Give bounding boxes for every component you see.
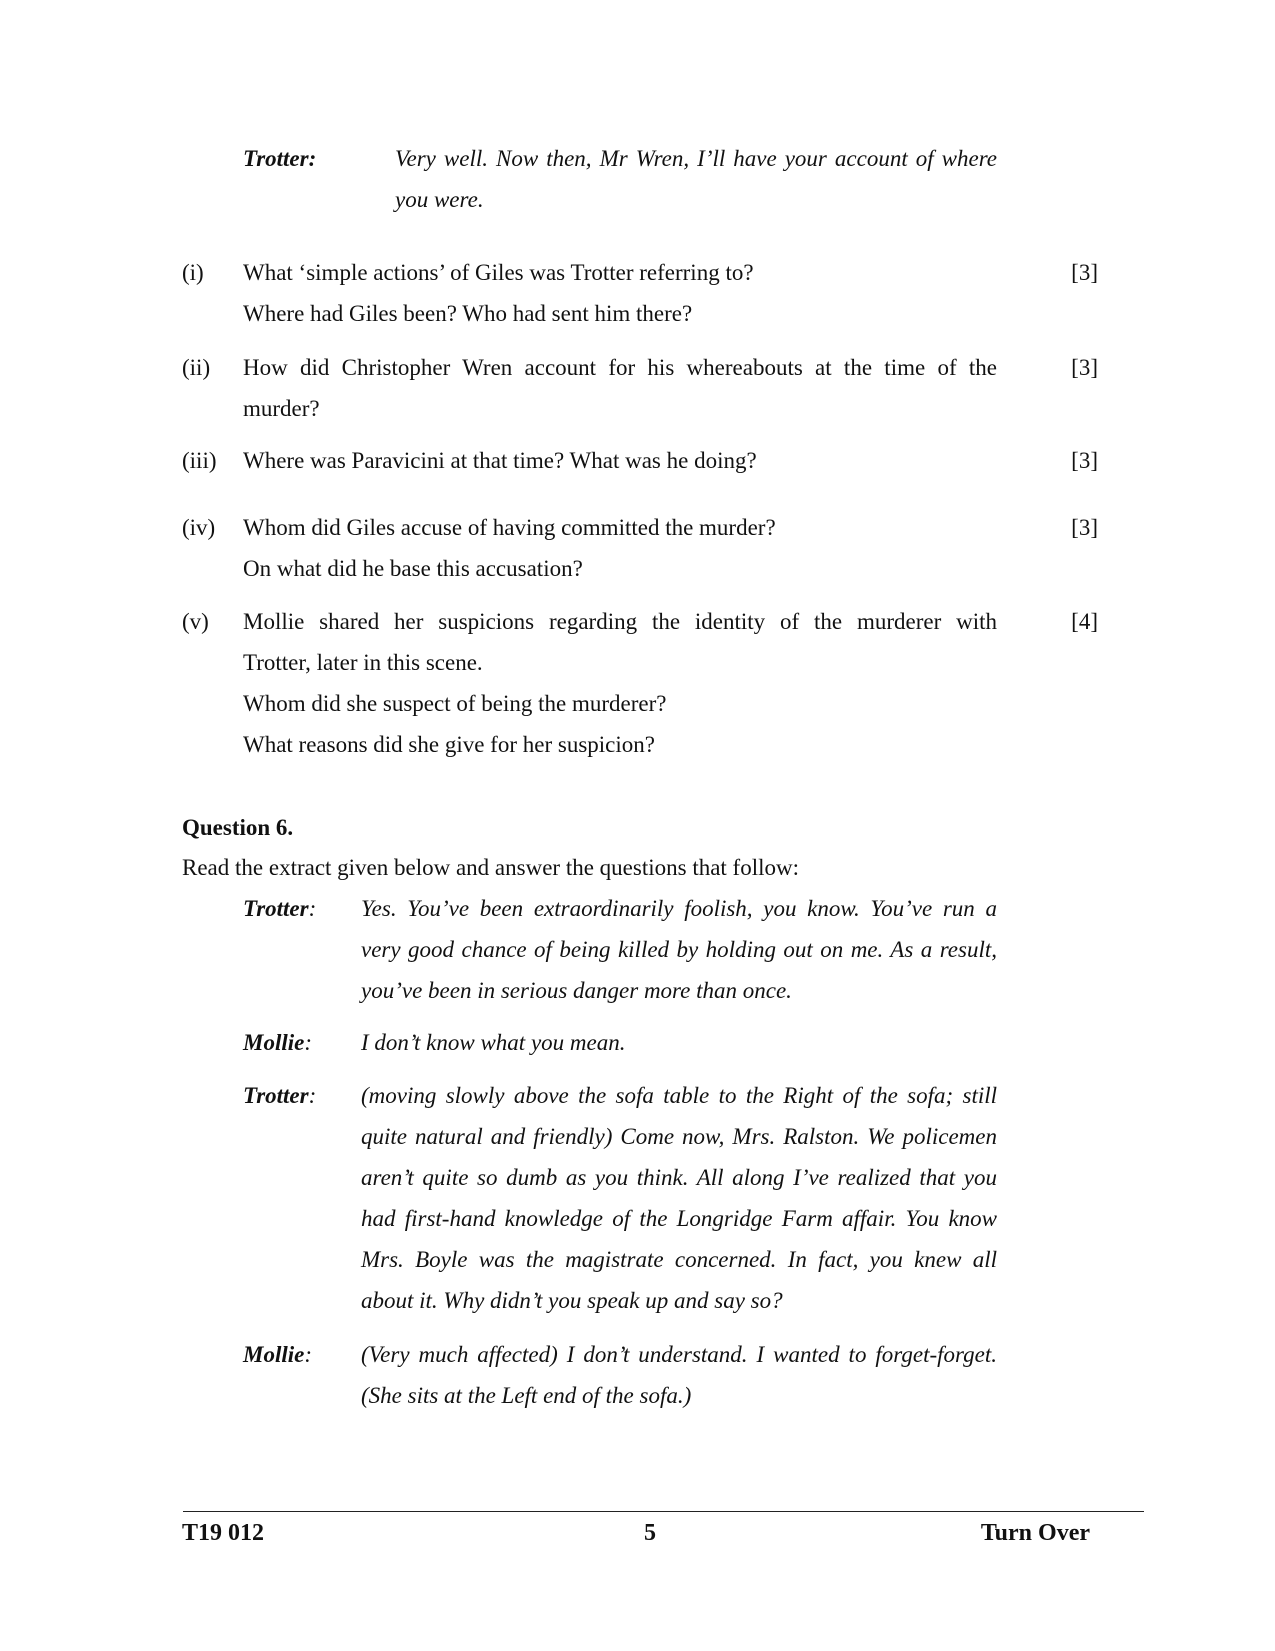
paper-code: T19 012 — [182, 1520, 265, 1546]
dialogue-speaker — [243, 1022, 312, 1063]
dialogue-speech — [361, 888, 997, 1011]
dialogue-speaker — [243, 1334, 312, 1375]
speaker-colon: : — [304, 1030, 313, 1055]
speech-line: you’ve been in serious danger more than once. — [361, 978, 792, 1003]
dialogue-speech — [361, 1334, 997, 1416]
marks-label: [4] — [1071, 609, 1098, 634]
question-number: (iv) — [182, 515, 216, 540]
speech-line: (She sits at the Left end of the sofa.) — [361, 1383, 692, 1408]
dialogue-speech — [361, 1075, 997, 1321]
dialogue-speaker — [243, 1075, 316, 1116]
speech-line: you were. — [395, 187, 484, 212]
speech-line: (Very much affected) I don’t understand. I wanted to forget-forget. — [361, 1342, 997, 1367]
speech-line: I don’t know what you mean. — [361, 1030, 626, 1055]
marks-label: [3] — [1071, 355, 1098, 380]
question-line: On what did he base this accusation? — [243, 556, 583, 581]
speaker-name: Trotter — [243, 1083, 309, 1108]
speech-line: Very well. Now then, Mr Wren, I’ll have your account of where — [395, 146, 997, 171]
question-number: (ii) — [182, 355, 211, 380]
question-number: (v) — [182, 609, 209, 634]
speaker-colon: : — [308, 896, 317, 921]
turn-over-label: Turn Over — [980, 1520, 1090, 1546]
question-text — [243, 507, 997, 589]
speech-line: Mrs. Boyle was the magistrate concerned. In fact, you knew all — [361, 1247, 997, 1272]
question-heading: Question 6. — [182, 815, 294, 840]
intro-speaker — [243, 138, 316, 179]
speaker-colon: : — [304, 1342, 313, 1367]
marks-label: [3] — [1071, 448, 1098, 473]
speech-line: (moving slowly above the sofa table to the Right of the sofa; still — [361, 1083, 997, 1108]
speech-line: had first-hand knowledge of the Longridge Farm affair. You know — [361, 1206, 997, 1231]
question-number: (i) — [182, 260, 204, 285]
speaker-name: Trotter: — [243, 146, 317, 171]
question-line: Whom did Giles accuse of having committed the murder? — [243, 515, 776, 540]
dialogue-speech — [361, 1022, 997, 1063]
speaker-name: Mollie — [243, 1030, 305, 1055]
speech-line: aren’t quite so dumb as you think. All along I’ve realized that you — [361, 1165, 997, 1190]
speaker-name: Trotter — [243, 896, 309, 921]
question-text — [243, 347, 997, 429]
marks-label: [3] — [1071, 515, 1098, 540]
question-line: What reasons did she give for her suspicion? — [243, 732, 655, 757]
question-number: (iii) — [182, 448, 217, 473]
question-line: How did Christopher Wren account for his whereabouts at the time of the — [243, 355, 997, 380]
speech-line: very good chance of being killed by holding out on me. As a result, — [361, 937, 997, 962]
intro-speech — [395, 138, 997, 220]
question-line: What ‘simple actions’ of Giles was Trotter referring to? — [243, 260, 754, 285]
speech-line: about it. Why didn’t you speak up and say so? — [361, 1288, 783, 1313]
question-text — [243, 440, 997, 481]
question-instruction: Read the extract given below and answer the questions that follow: — [182, 855, 799, 880]
marks-label: [3] — [1071, 260, 1098, 285]
footer-rule — [183, 1511, 1144, 1512]
question-text — [243, 601, 997, 765]
question-line: murder? — [243, 396, 320, 421]
speaker-colon: : — [308, 1083, 317, 1108]
speech-line: Yes. You’ve been extraordinarily foolish, you know. You’ve run a — [361, 896, 997, 921]
speech-line: quite natural and friendly) Come now, Mrs. Ralston. We policemen — [361, 1124, 997, 1149]
question-line: Whom did she suspect of being the murderer? — [243, 691, 667, 716]
page-number: 5 — [644, 1520, 656, 1546]
question-line: Mollie shared her suspicions regarding the identity of the murderer with — [243, 609, 997, 634]
question-line: Trotter, later in this scene. — [243, 650, 483, 675]
question-text — [243, 252, 997, 334]
dialogue-speaker — [243, 888, 316, 929]
speaker-name: Mollie — [243, 1342, 305, 1367]
question-line: Where had Giles been? Who had sent him there? — [243, 301, 693, 326]
question-line: Where was Paravicini at that time? What was he doing? — [243, 448, 757, 473]
